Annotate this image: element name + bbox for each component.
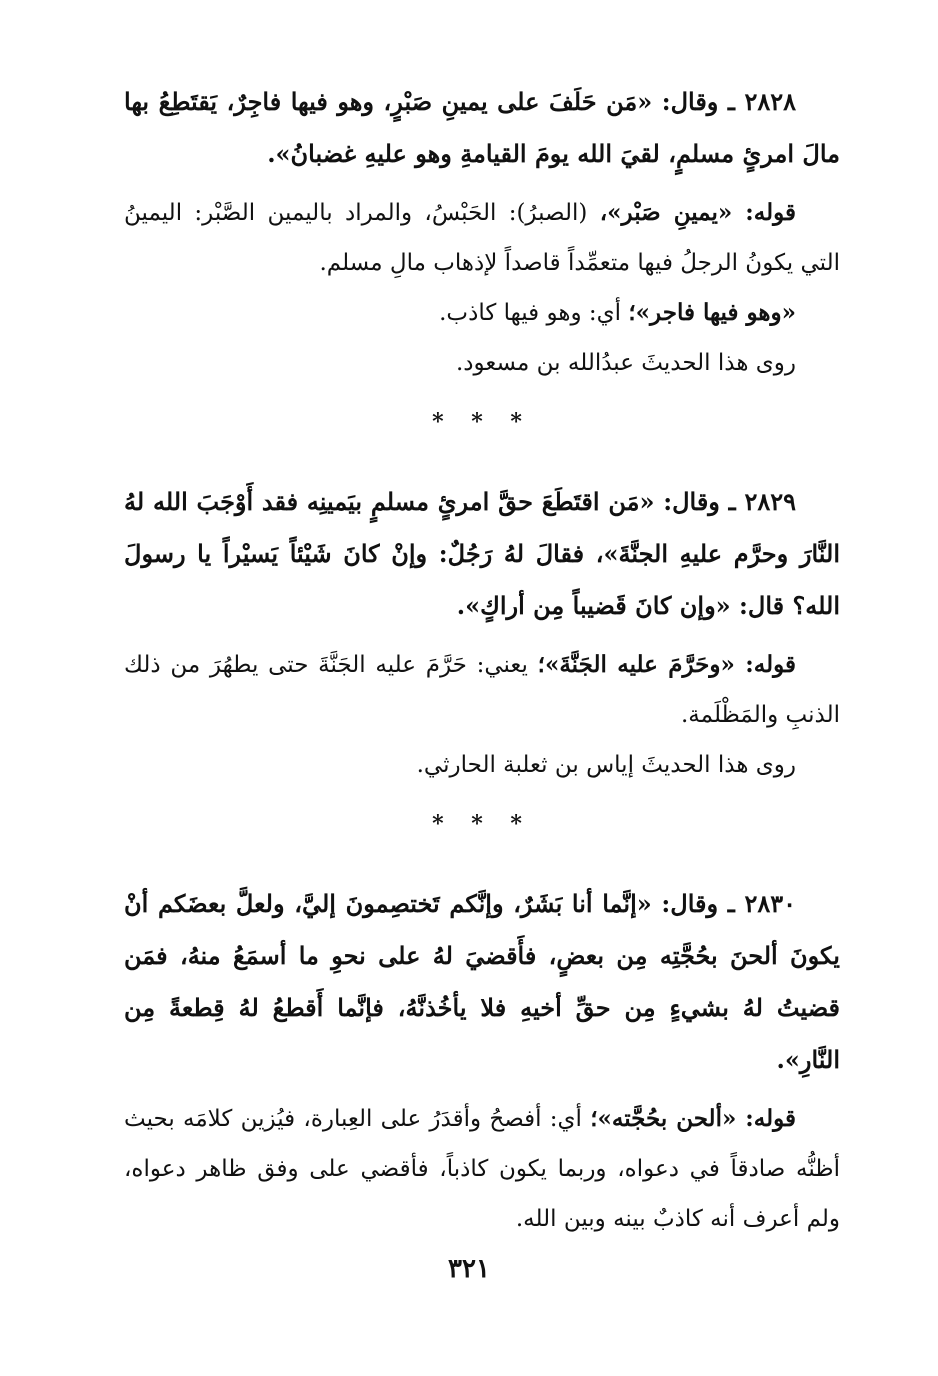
comment-body: يعني: حَرَّمَ عليه الجَنَّةَ حتى يطهُرَ من ذلك الذنبِ والمَظْلَمة.: [124, 652, 840, 728]
narrator-note: [124, 740, 840, 790]
narrator-note: [124, 338, 840, 388]
comment-head: قوله: «يمينِ صَبْر»،: [599, 199, 796, 226]
hadith-2829: ٢٨٢٩ ـ وقال: «مَن اقتَطَعَ حقَّ امرئٍ مسلمٍ بيَمينِه فقد أَوْجَبَ الله لهُ النَّارَ وحرَّم عليهِ الجنَّةَ»، فقالَ لهُ رَجُلٌ: وإنْ كانَ شَيْئاً يَسيْراً يا رسولَ الله؟ قال: «وإن كانَ قَضيباً مِن أراكٍ».: [124, 487, 840, 620]
hadith-2828: ٢٨٢٨ ـ وقال: «مَن حَلَفَ على يمينِ صَبْرٍ، وهو فيها فاجِرٌ، يَقتَطِعُ بها مالَ امرئٍ مسلمٍ، لقيَ الله يومَ القيامةِ وهو عليهِ غضبانُ».: [124, 87, 840, 168]
comment-body: أي: وهو فيها كاذب.: [439, 300, 629, 326]
comment-head: قوله: «ألحن بحُجَّته»؛: [590, 1105, 796, 1132]
commentary-fajir: [124, 288, 840, 338]
section-separator: * * *: [432, 811, 532, 837]
comment-body: روى هذا الحديثَ عبدُالله بن مسعود.: [455, 350, 796, 376]
comment-body: (الصبرُ): الحَبْسُ، والمراد باليمين الصَّبْر: اليمينُ التي يكونُ الرجلُ فيها متعمِّداً قاصداً لإذهاب مالِ مسلم.: [124, 200, 840, 276]
commentary-jannah: [124, 640, 840, 740]
page-number: ٣٢١: [448, 1254, 490, 1284]
comment-head: «وهو فيها فاجر»؛: [628, 299, 796, 326]
section-separator: * * *: [432, 409, 532, 435]
hadith-2830: ٢٨٣٠ ـ وقال: «إنَّما أنا بَشَرٌ، وإنَّكم تَختصِمونَ إليَّ، ولعلَّ بعضَكم أنْ يكونَ ألحنَ بحُجَّتِه مِن بعضٍ، فأَقضيَ لهُ على نحوِ ما أسمَعُ منهُ، فمَن قضيتُ لهُ بشيءٍ مِن حقِّ أخيهِ فلا يأخُذنَّهُ، فإنَّما أَقطعُ لهُ قِطعةً مِن النَّارِ».: [124, 889, 840, 1074]
commentary-sabr: [124, 188, 840, 288]
comment-head: قوله: «وحَرَّمَ عليه الجَنَّةَ»؛: [537, 651, 796, 678]
comment-body: روى هذا الحديثَ إياس بن ثعلبة الحارثي.: [416, 752, 796, 778]
commentary-alhan: [124, 1094, 840, 1244]
comment-body: أي: أفصحُ وأقدَرُ على العِبارة، فيُزين كلامَه بحيث أظنُّه صادقاً في دعواه، وربما يكون كاذباً، فأقضي على وفق ظاهر دعواه، ولم أعرف أنه كاذبٌ بينه وبين الله.: [124, 1106, 840, 1232]
